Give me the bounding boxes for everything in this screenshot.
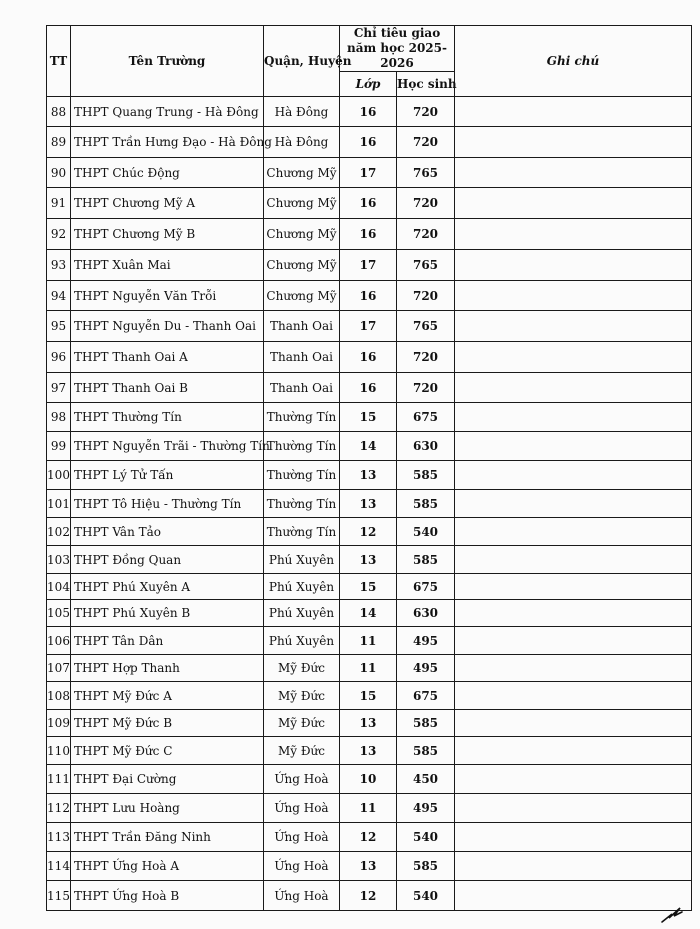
- row-number: 97: [47, 373, 71, 403]
- district-name: Ứng Hoà: [264, 852, 340, 881]
- note-cell: [455, 737, 692, 765]
- district-name: Mỹ Đức: [264, 710, 340, 737]
- quota-table: [46, 25, 692, 911]
- school-name: THPT Chương Mỹ B: [71, 219, 264, 250]
- class-count: 16: [340, 97, 397, 127]
- note-cell: [455, 461, 692, 490]
- table-row: [47, 403, 692, 432]
- table-row: [47, 127, 692, 158]
- district-name: Chương Mỹ: [264, 281, 340, 311]
- district-name: Thanh Oai: [264, 373, 340, 403]
- note-cell: [455, 490, 692, 518]
- class-count: 15: [340, 574, 397, 600]
- table-row: [47, 158, 692, 188]
- class-count: 11: [340, 627, 397, 655]
- school-name: THPT Tô Hiệu - Thường Tín: [71, 490, 264, 518]
- class-count: 15: [340, 682, 397, 710]
- table-row: [47, 518, 692, 546]
- class-count: 16: [340, 219, 397, 250]
- table-row: [47, 461, 692, 490]
- note-cell: [455, 574, 692, 600]
- school-name: THPT Nguyễn Văn Trỗi: [71, 281, 264, 311]
- row-number: 94: [47, 281, 71, 311]
- district-name: Thường Tín: [264, 403, 340, 432]
- district-name: Phú Xuyên: [264, 546, 340, 574]
- row-number: 89: [47, 127, 71, 158]
- table-row: [47, 600, 692, 627]
- school-name: THPT Chương Mỹ A: [71, 188, 264, 219]
- school-name: THPT Nguyễn Trãi - Thường Tín: [71, 432, 264, 461]
- row-number: 107: [47, 655, 71, 682]
- school-name: THPT Thường Tín: [71, 403, 264, 432]
- table-row: [47, 574, 692, 600]
- table-row: [47, 627, 692, 655]
- row-number: 111: [47, 765, 71, 794]
- district-name: Hà Đông: [264, 127, 340, 158]
- row-number: 103: [47, 546, 71, 574]
- table-row: [47, 655, 692, 682]
- header-tt: TT: [47, 26, 71, 97]
- school-name: THPT Tân Dân: [71, 627, 264, 655]
- row-number: 96: [47, 342, 71, 373]
- district-name: Ứng Hoà: [264, 765, 340, 794]
- note-cell: [455, 188, 692, 219]
- note-cell: [455, 823, 692, 852]
- row-number: 93: [47, 250, 71, 281]
- student-count: 585: [397, 852, 455, 881]
- class-count: 13: [340, 710, 397, 737]
- school-name: THPT Mỹ Đức A: [71, 682, 264, 710]
- signature-mark: [660, 902, 684, 924]
- row-number: 114: [47, 852, 71, 881]
- district-name: Phú Xuyên: [264, 627, 340, 655]
- header-district: Quận, Huyện: [264, 26, 340, 97]
- student-count: 720: [397, 188, 455, 219]
- student-count: 495: [397, 794, 455, 823]
- student-count: 720: [397, 219, 455, 250]
- table-row: [47, 710, 692, 737]
- district-name: Thường Tín: [264, 490, 340, 518]
- header-quota: Chỉ tiêu giao năm học 2025- 2026: [340, 26, 455, 72]
- class-count: 12: [340, 518, 397, 546]
- class-count: 16: [340, 342, 397, 373]
- row-number: 105: [47, 600, 71, 627]
- school-name: THPT Quang Trung - Hà Đông: [71, 97, 264, 127]
- school-name: THPT Chúc Động: [71, 158, 264, 188]
- table-body: [47, 97, 692, 911]
- table-row: [47, 852, 692, 881]
- table-row: [47, 546, 692, 574]
- student-count: 450: [397, 765, 455, 794]
- row-number: 106: [47, 627, 71, 655]
- district-name: Thường Tín: [264, 461, 340, 490]
- note-cell: [455, 852, 692, 881]
- row-number: 113: [47, 823, 71, 852]
- school-name: THPT Hợp Thanh: [71, 655, 264, 682]
- note-cell: [455, 432, 692, 461]
- note-cell: [455, 281, 692, 311]
- school-name: THPT Phú Xuyên B: [71, 600, 264, 627]
- note-cell: [455, 682, 692, 710]
- table-row: [47, 311, 692, 342]
- school-name: THPT Đại Cường: [71, 765, 264, 794]
- table-row: [47, 823, 692, 852]
- student-count: 540: [397, 518, 455, 546]
- school-name: THPT Trần Đăng Ninh: [71, 823, 264, 852]
- table-row: [47, 432, 692, 461]
- student-count: 720: [397, 373, 455, 403]
- table-row: [47, 219, 692, 250]
- student-count: 585: [397, 737, 455, 765]
- table-row: [47, 188, 692, 219]
- school-name: THPT Nguyễn Du - Thanh Oai: [71, 311, 264, 342]
- student-count: 720: [397, 127, 455, 158]
- table-row: [47, 250, 692, 281]
- district-name: Ứng Hoà: [264, 794, 340, 823]
- student-count: 675: [397, 574, 455, 600]
- table-row: [47, 373, 692, 403]
- student-count: 765: [397, 311, 455, 342]
- school-name: THPT Lý Tử Tấn: [71, 461, 264, 490]
- note-cell: [455, 127, 692, 158]
- school-name: THPT Thanh Oai A: [71, 342, 264, 373]
- district-name: Thường Tín: [264, 432, 340, 461]
- student-count: 765: [397, 158, 455, 188]
- note-cell: [455, 158, 692, 188]
- header-note: Ghi chú: [455, 26, 692, 97]
- student-count: 585: [397, 710, 455, 737]
- row-number: 110: [47, 737, 71, 765]
- class-count: 11: [340, 794, 397, 823]
- table-row: [47, 737, 692, 765]
- class-count: 17: [340, 250, 397, 281]
- district-name: Hà Đông: [264, 97, 340, 127]
- note-cell: [455, 627, 692, 655]
- class-count: 11: [340, 655, 397, 682]
- row-number: 102: [47, 518, 71, 546]
- class-count: 16: [340, 188, 397, 219]
- school-name: THPT Lưu Hoàng: [71, 794, 264, 823]
- note-cell: [455, 546, 692, 574]
- note-cell: [455, 311, 692, 342]
- class-count: 13: [340, 461, 397, 490]
- school-name: THPT Ứng Hoà B: [71, 881, 264, 911]
- header-students: Học sinh: [397, 72, 455, 97]
- class-count: 10: [340, 765, 397, 794]
- class-count: 13: [340, 737, 397, 765]
- header-classes: Lớp: [340, 72, 397, 97]
- class-count: 13: [340, 546, 397, 574]
- district-name: Phú Xuyên: [264, 574, 340, 600]
- class-count: 13: [340, 852, 397, 881]
- class-count: 17: [340, 311, 397, 342]
- note-cell: [455, 765, 692, 794]
- school-name: THPT Trần Hưng Đạo - Hà Đông: [71, 127, 264, 158]
- note-cell: [455, 403, 692, 432]
- district-name: Thanh Oai: [264, 342, 340, 373]
- table-row: [47, 490, 692, 518]
- row-number: 95: [47, 311, 71, 342]
- student-count: 585: [397, 546, 455, 574]
- row-number: 101: [47, 490, 71, 518]
- district-name: Mỹ Đức: [264, 737, 340, 765]
- row-number: 90: [47, 158, 71, 188]
- class-count: 14: [340, 432, 397, 461]
- note-cell: [455, 342, 692, 373]
- table-row: [47, 682, 692, 710]
- row-number: 115: [47, 881, 71, 911]
- note-cell: [455, 600, 692, 627]
- class-count: 17: [340, 158, 397, 188]
- district-name: Chương Mỹ: [264, 158, 340, 188]
- district-name: Mỹ Đức: [264, 655, 340, 682]
- district-name: Ứng Hoà: [264, 881, 340, 911]
- class-count: 16: [340, 373, 397, 403]
- school-name: THPT Thanh Oai B: [71, 373, 264, 403]
- district-name: Ứng Hoà: [264, 823, 340, 852]
- table-row: [47, 342, 692, 373]
- note-cell: [455, 518, 692, 546]
- school-name: THPT Đồng Quan: [71, 546, 264, 574]
- school-name: THPT Xuân Mai: [71, 250, 264, 281]
- row-number: 98: [47, 403, 71, 432]
- district-name: Thường Tín: [264, 518, 340, 546]
- header-school-name: Tên Trường: [71, 26, 264, 97]
- student-count: 540: [397, 881, 455, 911]
- student-count: 720: [397, 97, 455, 127]
- class-count: 12: [340, 823, 397, 852]
- row-number: 92: [47, 219, 71, 250]
- student-count: 720: [397, 342, 455, 373]
- table-row: [47, 281, 692, 311]
- student-count: 585: [397, 490, 455, 518]
- student-count: 630: [397, 600, 455, 627]
- school-name: THPT Ứng Hoà A: [71, 852, 264, 881]
- row-number: 99: [47, 432, 71, 461]
- row-number: 112: [47, 794, 71, 823]
- class-count: 13: [340, 490, 397, 518]
- note-cell: [455, 794, 692, 823]
- table-row: [47, 881, 692, 911]
- student-count: 720: [397, 281, 455, 311]
- table-row: [47, 97, 692, 127]
- school-name: THPT Phú Xuyên A: [71, 574, 264, 600]
- student-count: 675: [397, 403, 455, 432]
- student-count: 585: [397, 461, 455, 490]
- student-count: 495: [397, 655, 455, 682]
- class-count: 14: [340, 600, 397, 627]
- class-count: 15: [340, 403, 397, 432]
- row-number: 104: [47, 574, 71, 600]
- note-cell: [455, 97, 692, 127]
- student-count: 765: [397, 250, 455, 281]
- district-name: Chương Mỹ: [264, 219, 340, 250]
- note-cell: [455, 373, 692, 403]
- student-count: 540: [397, 823, 455, 852]
- student-count: 675: [397, 682, 455, 710]
- table-row: [47, 765, 692, 794]
- class-count: 12: [340, 881, 397, 911]
- note-cell: [455, 655, 692, 682]
- class-count: 16: [340, 127, 397, 158]
- district-name: Chương Mỹ: [264, 250, 340, 281]
- note-cell: [455, 250, 692, 281]
- row-number: 88: [47, 97, 71, 127]
- row-number: 109: [47, 710, 71, 737]
- note-cell: [455, 881, 692, 911]
- district-name: Chương Mỹ: [264, 188, 340, 219]
- district-name: Mỹ Đức: [264, 682, 340, 710]
- student-count: 495: [397, 627, 455, 655]
- district-name: Phú Xuyên: [264, 600, 340, 627]
- row-number: 108: [47, 682, 71, 710]
- row-number: 100: [47, 461, 71, 490]
- district-name: Thanh Oai: [264, 311, 340, 342]
- school-name: THPT Mỹ Đức B: [71, 710, 264, 737]
- note-cell: [455, 219, 692, 250]
- school-name: THPT Mỹ Đức C: [71, 737, 264, 765]
- class-count: 16: [340, 281, 397, 311]
- note-cell: [455, 710, 692, 737]
- student-count: 630: [397, 432, 455, 461]
- school-name: THPT Vân Tảo: [71, 518, 264, 546]
- row-number: 91: [47, 188, 71, 219]
- table-row: [47, 794, 692, 823]
